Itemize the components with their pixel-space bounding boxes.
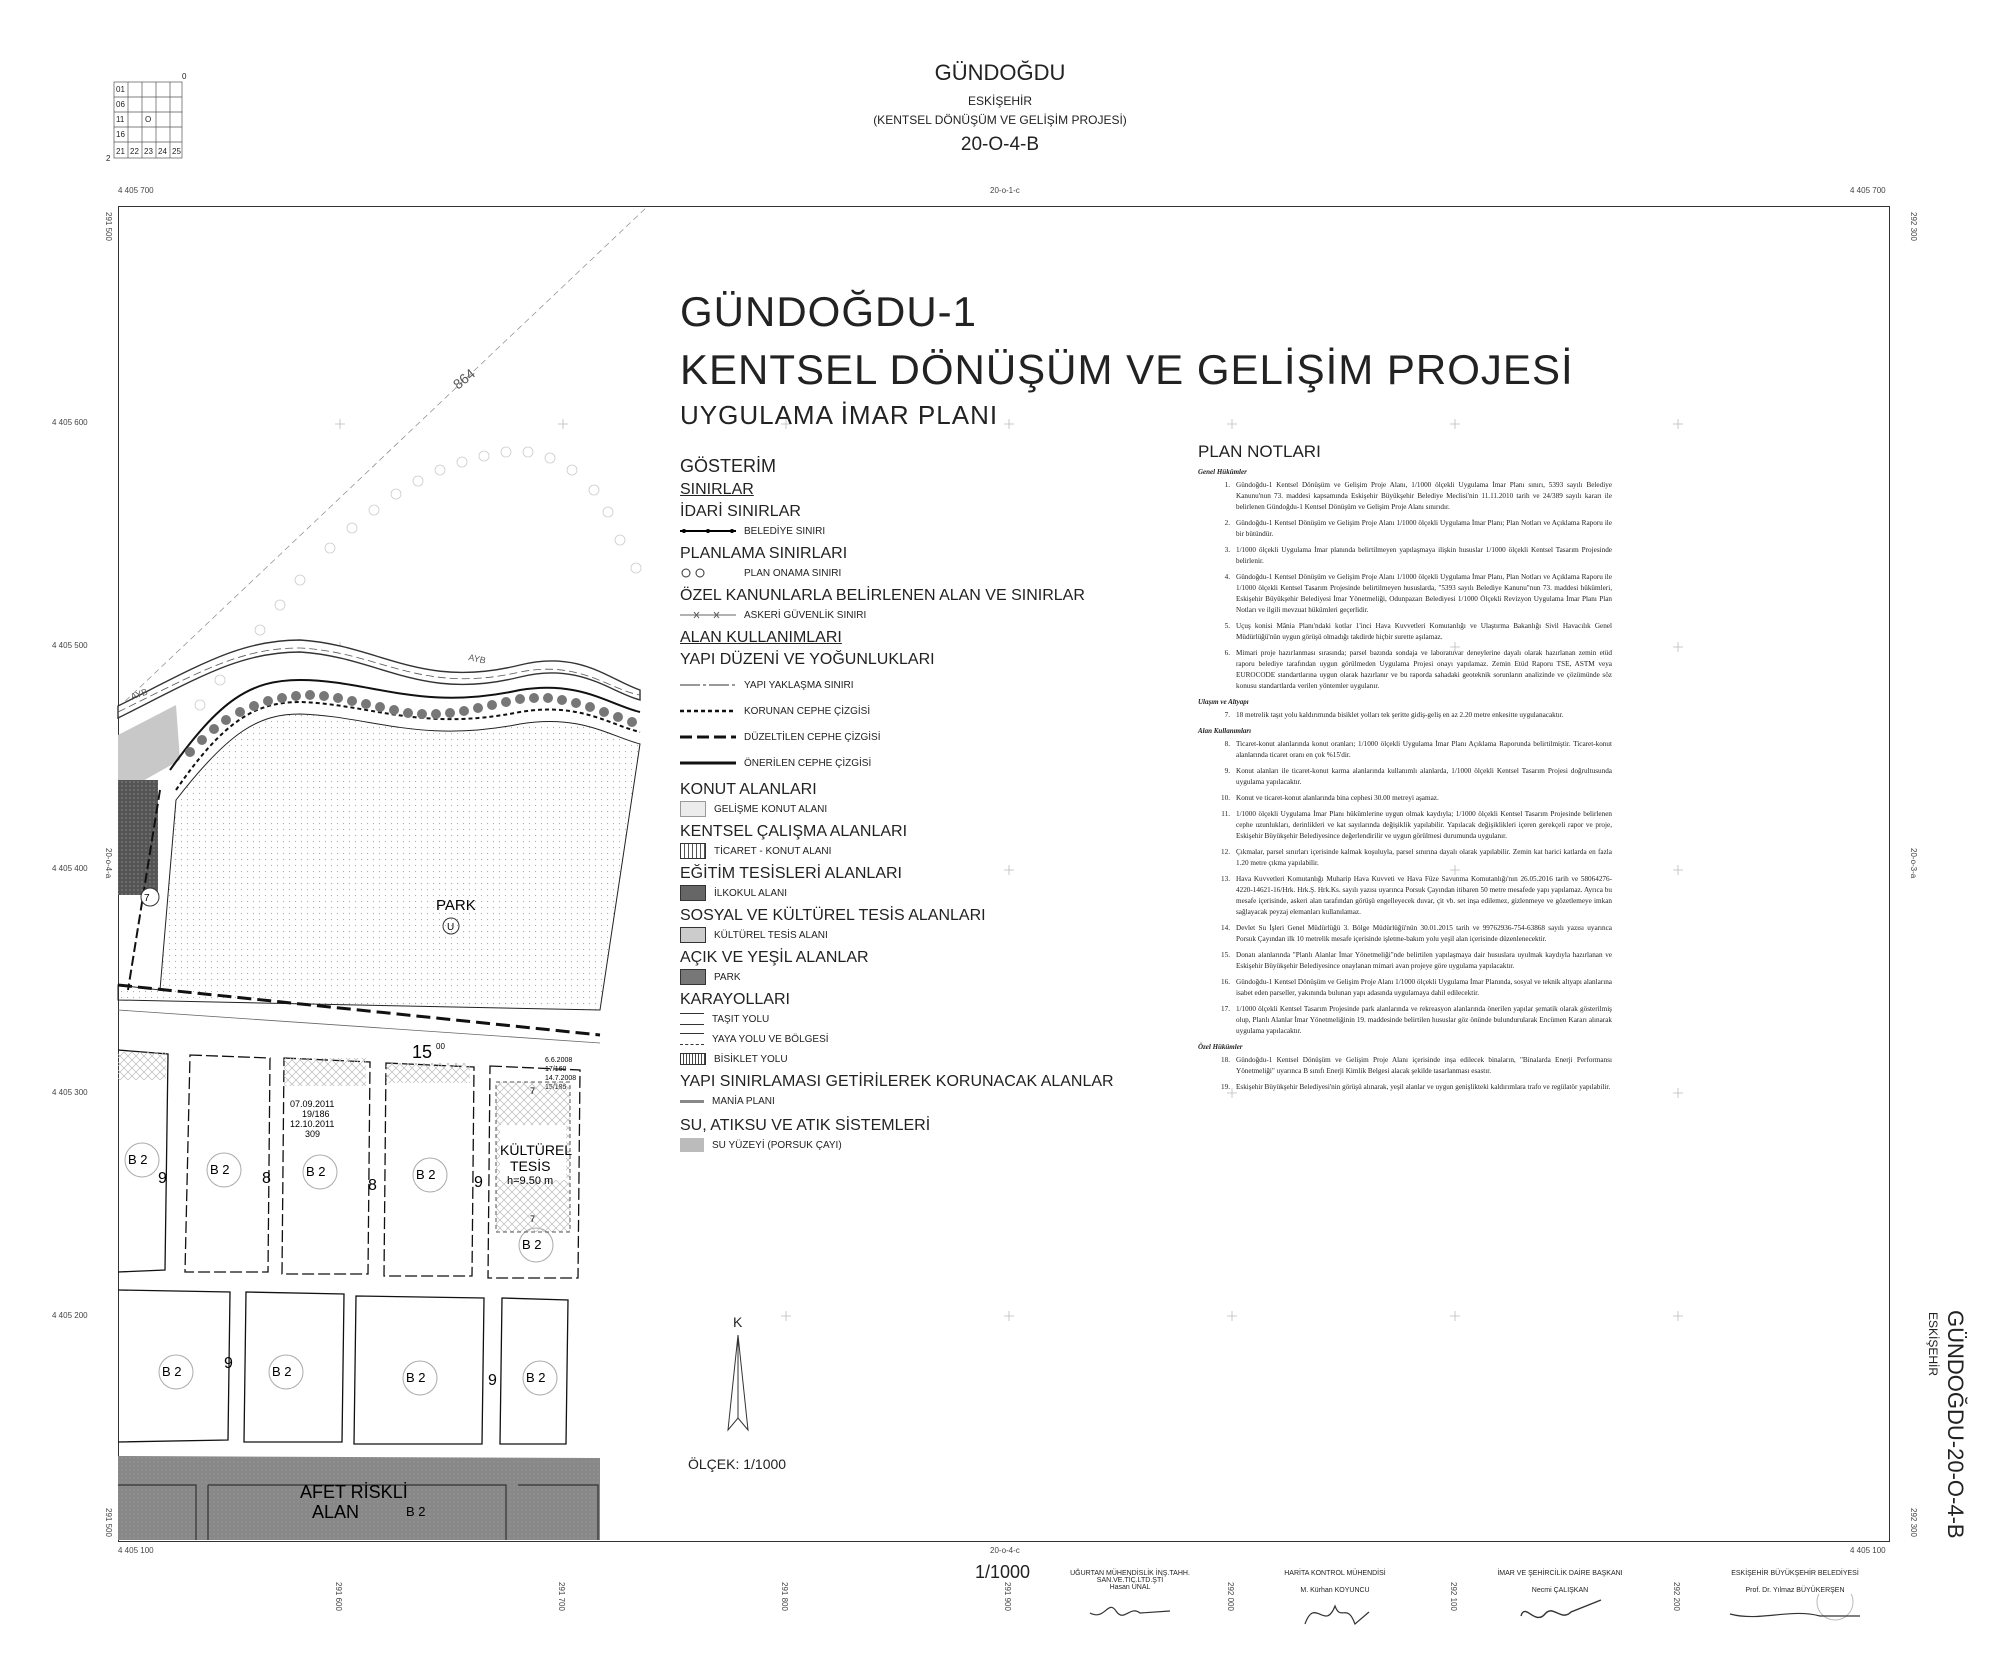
note-item <box>1198 977 1612 999</box>
legend-row-bisiklet <box>680 1049 1160 1069</box>
b2-labels-row1 <box>128 1152 542 1252</box>
legend-row-korunan <box>680 701 1160 721</box>
note-number: 12. <box>1221 848 1230 856</box>
road-width-label: 15 <box>412 1042 433 1062</box>
legend-park: PARK <box>714 971 741 983</box>
signature-name: Necmi ÇALIŞKAN <box>1531 1587 1589 1594</box>
index-left-digit: 2 <box>106 154 111 163</box>
commerce-housing-swatch <box>680 843 706 859</box>
note-text: 18 metrelik taşıt yolu kaldırımında bisiklet yolları tek şeritte gidiş-geliş en az 2.20 metre enkesitte uygulanacaktır. <box>1236 711 1564 719</box>
ayb-label-1: AYB <box>129 686 149 702</box>
cultural-seven-top: 7 <box>530 1086 536 1096</box>
hatch-1 <box>118 1052 166 1080</box>
note-number: 11. <box>1221 810 1230 818</box>
legend-konut: KONUT ALANLARI <box>680 781 817 798</box>
note-item <box>1198 648 1612 692</box>
handwritten-signature-icon <box>1505 1594 1615 1634</box>
park-label: PARK <box>436 897 476 914</box>
easting-right-top: 292 300 <box>1909 212 1918 241</box>
legend-yapi-duzeni: YAPI DÜZENİ VE YOĞUNLUKLARI <box>680 651 935 668</box>
ayb-label-2: AYB <box>467 652 487 666</box>
disaster-label-1: AFET RİSKLİ <box>300 1482 408 1502</box>
mania-plan-swatch <box>680 1100 704 1103</box>
north-label: K <box>733 1314 743 1330</box>
note-number: 1. <box>1224 481 1230 489</box>
header-project: (KENTSEL DÖNÜŞÜM VE GELİŞİM PROJESİ) <box>873 113 1127 127</box>
handwritten-signature-icon <box>1080 1591 1180 1627</box>
legend-row-askeri <box>680 605 1160 625</box>
parcel-note-3: 12.10.2011 <box>290 1119 335 1129</box>
note-item <box>1198 874 1612 918</box>
legend-row-park <box>680 967 1160 987</box>
note-item <box>1198 766 1612 788</box>
index-current-sheet-marker: O <box>145 115 152 124</box>
easting-right-bottom: 292 300 <box>1909 1508 1918 1537</box>
easting-bottom-4: 291 900 <box>1003 1582 1012 1611</box>
parcel-note <box>290 1099 334 1139</box>
note-item <box>1198 480 1612 513</box>
vehicle-road-swatch <box>680 1013 704 1025</box>
note-text: Gündoğdu-1 Kentsel Dönüşüm ve Gelişim Proje Alanı 1/1000 ölçekli Uygulama İmar Planında, sosyal ve teknik altyapı alanlarına isabet eden parseller, yakınında bulunan yapı adasında uygulamaya dahil edilecektir. <box>1236 978 1612 997</box>
park-code: U <box>447 922 455 933</box>
legend-row-kulturel <box>680 925 1160 945</box>
scale-bottom: 1/1000 <box>975 1562 1031 1582</box>
b2-8: B 2 <box>406 1370 426 1385</box>
notes-section-special: Özel Hükümler <box>1198 1043 1243 1051</box>
b2-9: B 2 <box>526 1370 546 1385</box>
parcel-note-2: 19/186 <box>302 1109 330 1119</box>
note-text: Gündoğdu-1 Kentsel Dönüşüm ve Gelişim Proje Alanı içerisinde inşa edilecek binaların, "Binalarda Enerji Performansı Yönetmeliği" uyarınca B sınıfı Enerji Kimlik Belgesi alacak şekilde tasarlanması esastır. <box>1236 1056 1612 1075</box>
legend-su-yuzeyi: SU YÜZEYİ (PORSUK ÇAYI) <box>712 1139 842 1151</box>
side-city: ESKİŞEHİR <box>1926 1312 1940 1377</box>
note-text: Eskişehir Büyükşehir Belediyesi'nin görüşü alınarak, yeşil alanlar ve uygun genişlikteki kaldırımlara trafo ve regülatör yapılabilir. <box>1236 1083 1611 1091</box>
note-item <box>1198 739 1612 761</box>
side-note-2: 17/160 <box>545 1066 567 1073</box>
road-width-sup: 00 <box>436 1042 445 1051</box>
signature-org2: SAN.VE.TİC.LTD.ŞTİ <box>1096 1577 1164 1584</box>
signature-org: HARİTA KONTROL MÜHENDİSİ <box>1284 1570 1386 1577</box>
legend-kulturel: KÜLTÜREL TESİS ALANI <box>714 929 828 941</box>
gap-9-c: 9 <box>224 1355 233 1372</box>
right-sheet-label: 20-o-3-a <box>1909 848 1918 879</box>
note-number: 10. <box>1221 794 1230 802</box>
notes-section-transport: Ulaşım ve Altyapı <box>1198 698 1249 706</box>
coord-bottom-sheet: 20-o-4-c <box>990 1546 1020 1555</box>
b2-10: B 2 <box>406 1504 426 1519</box>
main-title-line3: UYGULAMA İMAR PLANI <box>680 400 999 430</box>
disaster-label-2: ALAN <box>312 1502 360 1522</box>
note-number: 3. <box>1224 546 1230 554</box>
contour-label: 864 <box>449 365 479 393</box>
legend-egitim: EĞİTİM TESİSLERİ ALANLARI <box>680 865 902 882</box>
note-number: 2. <box>1224 519 1230 527</box>
note-text: Gündoğdu-1 Kentsel Dönüşüm ve Gelişim Proje Alanı 1/1000 ölçekli Uygulama İmar Planı, Plan Notları ve Açıklama Raporu ile 1/1000 ölçekli Kentsel Tasarım Projesinde belirtilmeyen hususlarda, "5393 sayılı Belediye Kanunu"nun 73. maddesi hükümleri, Eskişehir Büyükşehir Belediyesi İmar Yönetmeliği, Odunpazarı Belediyesi 1/1000 Ölçekli Revizyon Uygulama İmar Planı Plan Notları ve ilgili mevzuat hükümleri geçerlidir. <box>1236 573 1612 614</box>
legend-duzeltilen: DÜZELTİLEN CEPHE ÇİZGİSİ <box>744 731 881 743</box>
cultural-label-1: KÜLTÜREL <box>500 1142 573 1158</box>
easting-bottom-5: 292 000 <box>1226 1582 1235 1611</box>
legend-ilkokul: İLKOKUL ALANI <box>714 887 787 899</box>
index-16: 16 <box>116 130 125 139</box>
signature-name: Prof. Dr. Yılmaz BÜYÜKERŞEN <box>1745 1587 1845 1594</box>
note-item <box>1198 847 1612 869</box>
note-text: Gündoğdu-1 Kentsel Dönüşüm ve Gelişim Proje Alanı, 1/1000 ölçekli Uygulama İmar Planı sınırı, 5393 sayılı Belediye Kanunu'nun 73. maddesi kapsamında Eskişehir Büyükşehir Belediye Meclisi'nin 11.11.2010 tarih ve 24/389 sayılı kararı ile belirlenen Gündoğdu-1 Kentsel Dönüşüm ve Gelişim Proje Alanı sınırıdır. <box>1236 481 1612 511</box>
water-surface-swatch <box>680 1138 704 1152</box>
note-number: 8. <box>1224 740 1230 748</box>
note-number: 16. <box>1221 978 1230 986</box>
signature-name: M. Kürhan KOYUNCU <box>1300 1587 1370 1594</box>
note-number: 17. <box>1221 1005 1230 1013</box>
legend-row-yapi-yaklasma <box>680 675 1160 695</box>
handwritten-signature-icon <box>1285 1594 1385 1634</box>
index-11: 11 <box>116 115 125 124</box>
coord-bottom-left: 4 405 100 <box>118 1546 154 1555</box>
legend-gelisme: GELİŞME KONUT ALANI <box>714 803 828 815</box>
gap-8-a: 8 <box>262 1170 271 1187</box>
cultural-height: h=9.50 m <box>507 1175 554 1187</box>
legend-row-tasit <box>680 1009 1160 1029</box>
easting-bottom-2: 291 700 <box>557 1582 566 1611</box>
primary-school-swatch <box>680 885 706 901</box>
note-text: Devlet Su İşleri Genel Müdürlüğü 3. Bölge Müdürlüğü'nün 30.01.2015 tarih ve 99762936-754-63868 sayılı yazısı uyarınca Porsuk Çayından ilk 10 metrelik mesafe içerisinde işletme-bakım yolu yeşil alan içerisinde düzenlenecektir. <box>1236 924 1612 943</box>
index-22: 22 <box>130 147 139 156</box>
legend-row-yaya <box>680 1029 1160 1049</box>
protected-facade-icon <box>680 705 736 717</box>
note-text: 1/1000 ölçekli Uygulama İmar planında belirtilmeyen yapılaşmaya ilişkin hususlar 1/1000 ölçekli Kentsel Tasarım Projesinde belirlenir. <box>1236 546 1612 565</box>
note-text: Gündoğdu-1 Kentsel Dönüşüm ve Gelişim Proje Alanı 1/1000 ölçekli Uygulama İmar Planı; Plan Notları ve Açıklama Raporu ile bir bütündür. <box>1236 519 1612 538</box>
legend-row-plan-onama <box>680 563 1160 583</box>
legend-idari: İDARİ SINIRLAR <box>680 503 801 520</box>
note-text: Ticaret-konut alanlarında konut oranları; 1/1000 ölçekli Uygulama İmar Planı Açıklama Raporunda belirtilmiştir. Ticaret-konut alanlarında ticaret oranı en çok %15'dir. <box>1236 740 1612 759</box>
easting-left-bottom: 291 500 <box>104 1508 113 1537</box>
b2-5: B 2 <box>522 1237 542 1252</box>
legend-kentsel: KENTSEL ÇALIŞMA ALANLARI <box>680 823 908 840</box>
legend-bisiklet: BİSİKLET YOLU <box>714 1053 788 1065</box>
note-number: 5. <box>1224 622 1230 630</box>
note-number: 7. <box>1224 711 1230 719</box>
signature-org2 <box>1710 1577 1880 1587</box>
b2-1: B 2 <box>128 1152 148 1167</box>
index-01: 01 <box>116 85 125 94</box>
main-title-line1: GÜNDOĞDU-1 <box>680 288 978 335</box>
side-note-3: 14.7.2008 <box>545 1075 577 1082</box>
side-title: GÜNDOĞDU-20-O-4-B <box>1943 1310 1968 1539</box>
index-21: 21 <box>116 147 125 156</box>
signature-org: ESKİŞEHİR BÜYÜKŞEHİR BELEDİYESİ <box>1731 1570 1859 1577</box>
signature-block-1 <box>1050 1570 1210 1629</box>
header-sheet-number: 20-O-4-B <box>960 134 1040 155</box>
note-number: 13. <box>1221 875 1230 883</box>
hatch-2 <box>284 1058 366 1086</box>
legend-ticaret: TİCARET - KONUT ALANI <box>714 845 832 857</box>
plan-notes <box>1198 442 1612 1098</box>
notes-title: PLAN NOTLARI <box>1198 442 1321 461</box>
note-item <box>1198 710 1612 721</box>
municipal-boundary-icon <box>680 525 736 537</box>
signature-name: Hasan ÜNAL <box>1109 1584 1151 1591</box>
hatch-3 <box>386 1063 470 1083</box>
signature-org: UĞURTAN MÜHENDİSLİK İNŞ.TAHH. <box>1070 1570 1190 1577</box>
note-item <box>1198 1004 1612 1037</box>
legend-mania: MANİA PLANI <box>712 1095 775 1107</box>
cultural-facility-swatch <box>680 927 706 943</box>
gap-8-b: 8 <box>368 1177 377 1194</box>
legend-planlama: PLANLAMA SINIRLARI <box>680 545 848 562</box>
side-note-1: 6.6.2008 <box>545 1057 573 1064</box>
gap-9-d: 9 <box>488 1372 497 1389</box>
main-title-line2: KENTSEL DÖNÜŞÜM VE GELİŞİM PROJESİ <box>680 346 1574 393</box>
width-seven: 7 <box>144 893 150 904</box>
legend-su: SU, ATIKSU VE ATIK SİSTEMLERİ <box>680 1117 931 1134</box>
park-swatch <box>680 969 706 985</box>
easting-bottom-3: 291 800 <box>780 1582 789 1611</box>
legend-title: GÖSTERİM <box>680 456 777 476</box>
military-boundary-icon <box>680 609 736 621</box>
legend-askeri: ASKERİ GÜVENLİK SINIRI <box>744 609 867 621</box>
coord-bottom-right: 4 405 100 <box>1850 1546 1886 1555</box>
legend-onerilen: ÖNERİLEN CEPHE ÇİZGİSİ <box>744 757 872 769</box>
development-housing-swatch <box>680 801 706 817</box>
note-item <box>1198 793 1612 804</box>
note-text: 1/1000 ölçekli Uygulama İmar Planı hükümlerine uygun olmak kaydıyla; 1/1000 ölçekli Kentsel Tasarım Projesinde belirlenen cephe uzunlukları, derinlikleri ve kat sayılarında değişiklik yapılabilir. Yapılacak değişiklikleri içeren gerekçeli rapor ve proje, Eskişehir Büyükşehir Belediyesince değerlendirilir ve uygun görülmesi durumunda uygulanır. <box>1236 810 1612 840</box>
gap-9-a: 9 <box>158 1170 167 1187</box>
legend-yapi-yaklasma: YAPI YAKLAŞMA SINIRI <box>744 679 854 691</box>
index-24: 24 <box>158 147 167 156</box>
northing-4: 4 405 300 <box>52 1088 88 1097</box>
signature-block-2 <box>1260 1570 1410 1636</box>
note-number: 14. <box>1221 924 1230 932</box>
cultural-seven-bottom: 7 <box>530 1214 536 1224</box>
legend <box>680 456 1160 1155</box>
note-item <box>1198 950 1612 972</box>
legend-sinirlar: SINIRLAR <box>680 481 754 498</box>
cultural-label-2: TESİS <box>510 1158 551 1174</box>
northing-5: 4 405 200 <box>52 1311 88 1320</box>
pedestrian-road-swatch <box>680 1033 704 1045</box>
gap-9-b: 9 <box>474 1174 483 1191</box>
parcel-note-1: 07.09.2011 <box>290 1099 335 1109</box>
park-area <box>118 714 640 1010</box>
legend-row-su-yuzeyi <box>680 1135 1160 1155</box>
corrected-facade-icon <box>680 731 736 743</box>
note-item <box>1198 809 1612 842</box>
note-number: 9. <box>1224 767 1230 775</box>
coord-top-right: 4 405 700 <box>1850 186 1886 195</box>
easting-top-left: 291 500 <box>104 212 113 241</box>
scale-label: ÖLÇEK: 1/1000 <box>688 1456 787 1472</box>
northing-3: 4 405 400 <box>52 864 88 873</box>
coord-top-sheet: 20-o-1-c <box>990 186 1020 195</box>
bicycle-road-swatch <box>680 1053 706 1065</box>
index-25: 25 <box>172 147 181 156</box>
b2-2: B 2 <box>210 1162 230 1177</box>
index-06: 06 <box>116 100 125 109</box>
note-text: Konut ve ticaret-konut alanlarında bina cephesi 30.00 metreyi aşamaz. <box>1236 794 1439 802</box>
legend-row-gelisme <box>680 799 1160 819</box>
signature-org: İMAR VE ŞEHİRCİLİK DAİRE BAŞKANI <box>1497 1570 1623 1577</box>
note-text: Uçuş konisi Mânia Planı'ndaki kotlar 1'inci Hava Kuvvetleri Komutanlığı ve Ulaştırma Bakanlığı Sivil Havacılık Genel Müdürlüğü'nün uygun görüşü olmadığı takdirde hiçbir surette aşılamaz. <box>1236 622 1612 641</box>
note-item <box>1198 518 1612 540</box>
signature-block-4 <box>1710 1570 1880 1636</box>
legend-belediye: BELEDİYE SINIRI <box>744 525 826 537</box>
note-text: 1/1000 ölçekli Kentsel Tasarım Projesinde park alanlarında ve rekreasyon alanlarında önerilen yapılar şematik olarak gösterilmiş olup, Planlı Alanlar İmar Yönetmeliğinin 19. maddesinde belirtilen hususlar göz önünde bulundurularak Encümen Kararı alınarak uygulama yapılacaktır. <box>1236 1005 1612 1035</box>
note-item <box>1198 621 1612 643</box>
legend-ozel: ÖZEL KANUNLARLA BELİRLENEN ALAN VE SINIRLAR <box>680 587 1085 604</box>
legend-row-mania <box>680 1091 1160 1111</box>
northing-1: 4 405 600 <box>52 418 88 427</box>
signature-org2 <box>1480 1577 1640 1587</box>
northing-2: 4 405 500 <box>52 641 88 650</box>
note-number: 19. <box>1221 1083 1230 1091</box>
note-text: Mimari proje hazırlanması sırasında; parsel bazında sondaja ve laboratuvar deneylerine dayalı olarak hazırlanan zemin etüd raporu belediye tarafından uygun görülmeden Uygulama Projesi onayı yapılamaz. Zemin Etüd Raporu TSE, ASTM veya EUROCODE standartlarına uygun olarak hazırlanır ve bu raporda sahadaki geoteknik sorunların analizinde ve çözümünde söz konusu standartlarda verilen yöntemler uygulanır. <box>1236 649 1612 690</box>
note-text: Hava Kuvvetleri Komutanlığı Muharip Hava Kuvveti ve Hava Füze Savunma Komutanlığı'nın 26.05.2016 tarih ve 58064276-4220-14621-16/Hrk. Hrk.Ş. Hrk.Ks. sayılı yazısı uyarınca Porsuk Çayından itibaren 50 metre mesafede yapı yapılamaz. Ayrıca bu mesafe içerisinde, askeri alan tarafından görüşü engelleyecek duvar, çit vb. set inşa edilemez, gizlenmeye ve gözetlemeye imkan sağlayacak peyzaj elemanları kullanılamaz. <box>1236 875 1612 916</box>
notes-section-general: Genel Hükümler <box>1198 468 1247 476</box>
notes-section-landuse: Alan Kullanımları <box>1198 727 1252 735</box>
note-item <box>1198 545 1612 567</box>
b2-6: B 2 <box>162 1364 182 1379</box>
note-number: 15. <box>1221 951 1230 959</box>
proposed-facade-icon <box>680 757 736 769</box>
note-text: Donatı alanlarında "Planlı Alanlar İmar Yönetmeliği"nde belirtilen yapılaşmaya dair hususlara uyulmak kaydıyla hazırlanan ve Eskişehir Büyükşehir Belediyesince onaylanan mimari avan projeye göre uygulama yapılacaktır. <box>1236 951 1612 970</box>
contour-line <box>118 206 648 708</box>
legend-row-belediye <box>680 521 1160 541</box>
index-23: 23 <box>144 147 153 156</box>
note-text: Çıkmalar, parsel sınırları içerisinde kalmak koşuluyla, parsel sınırına dayalı olarak yapılabilir. Zemin kat harici katlarda en fazla 1.20 metre çıkma yapılabilir. <box>1236 848 1612 867</box>
note-number: 18. <box>1221 1056 1230 1064</box>
easting-bottom-7: 292 200 <box>1672 1582 1681 1611</box>
legend-alan: ALAN KULLANIMLARI <box>680 629 842 646</box>
legend-sosyal: SOSYAL VE KÜLTÜREL TESİS ALANLARI <box>680 907 986 924</box>
parcel-note-4: 309 <box>305 1129 321 1139</box>
legend-yapi-sinirlama: YAPI SINIRLAMASI GETİRİLEREK KORUNACAK ALANLAR <box>680 1073 1114 1090</box>
index-top-digit: 0 <box>182 72 187 81</box>
note-item <box>1198 923 1612 945</box>
note-number: 6. <box>1224 649 1230 657</box>
note-number: 4. <box>1224 573 1230 581</box>
signature-org2 <box>1260 1577 1410 1587</box>
legend-row-ilkokul <box>680 883 1160 903</box>
legend-korunan: KORUNAN CEPHE ÇİZGİSİ <box>744 705 871 717</box>
b2-3: B 2 <box>306 1164 326 1179</box>
legend-yaya: YAYA YOLU VE BÖLGESİ <box>712 1033 829 1045</box>
easting-bottom-1: 291 600 <box>334 1582 343 1611</box>
header-title: GÜNDOĞDU <box>934 60 1066 85</box>
left-sheet-label: 20-o-4-a <box>104 848 113 879</box>
legend-row-duzeltilen <box>680 727 1160 747</box>
header-city: ESKİŞEHİR <box>967 94 1033 108</box>
legend-plan-onama: PLAN ONAMA SINIRI <box>744 567 842 579</box>
b2-7: B 2 <box>272 1364 292 1379</box>
legend-karayollari: KARAYOLLARI <box>680 991 790 1008</box>
coord-top-left: 4 405 700 <box>118 186 154 195</box>
note-text: Konut alanları ile ticaret-konut karma alanlarında kullanımlı alanlarda, 1/1000 ölçekli Kentsel Tasarım Projesi doğrultusunda uygulama yapılacaktır. <box>1236 767 1612 786</box>
easting-bottom-6: 292 100 <box>1449 1582 1458 1611</box>
note-item <box>1198 572 1612 616</box>
plan-approval-boundary-icon <box>680 567 736 579</box>
parcel-blocks-row2 <box>118 1290 568 1444</box>
legend-row-onerilen <box>680 753 1160 773</box>
building-setback-icon <box>680 679 736 691</box>
legend-acik: AÇIK VE YEŞİL ALANLAR <box>680 949 869 966</box>
note-item <box>1198 1055 1612 1077</box>
gap-widths-row2 <box>224 1355 497 1389</box>
legend-row-ticaret <box>680 841 1160 861</box>
b2-4: B 2 <box>416 1167 436 1182</box>
signature-block-3 <box>1480 1570 1640 1636</box>
legend-tasit: TAŞIT YOLU <box>712 1013 770 1025</box>
note-item <box>1198 1082 1612 1093</box>
official-seal-icon <box>1720 1594 1870 1634</box>
